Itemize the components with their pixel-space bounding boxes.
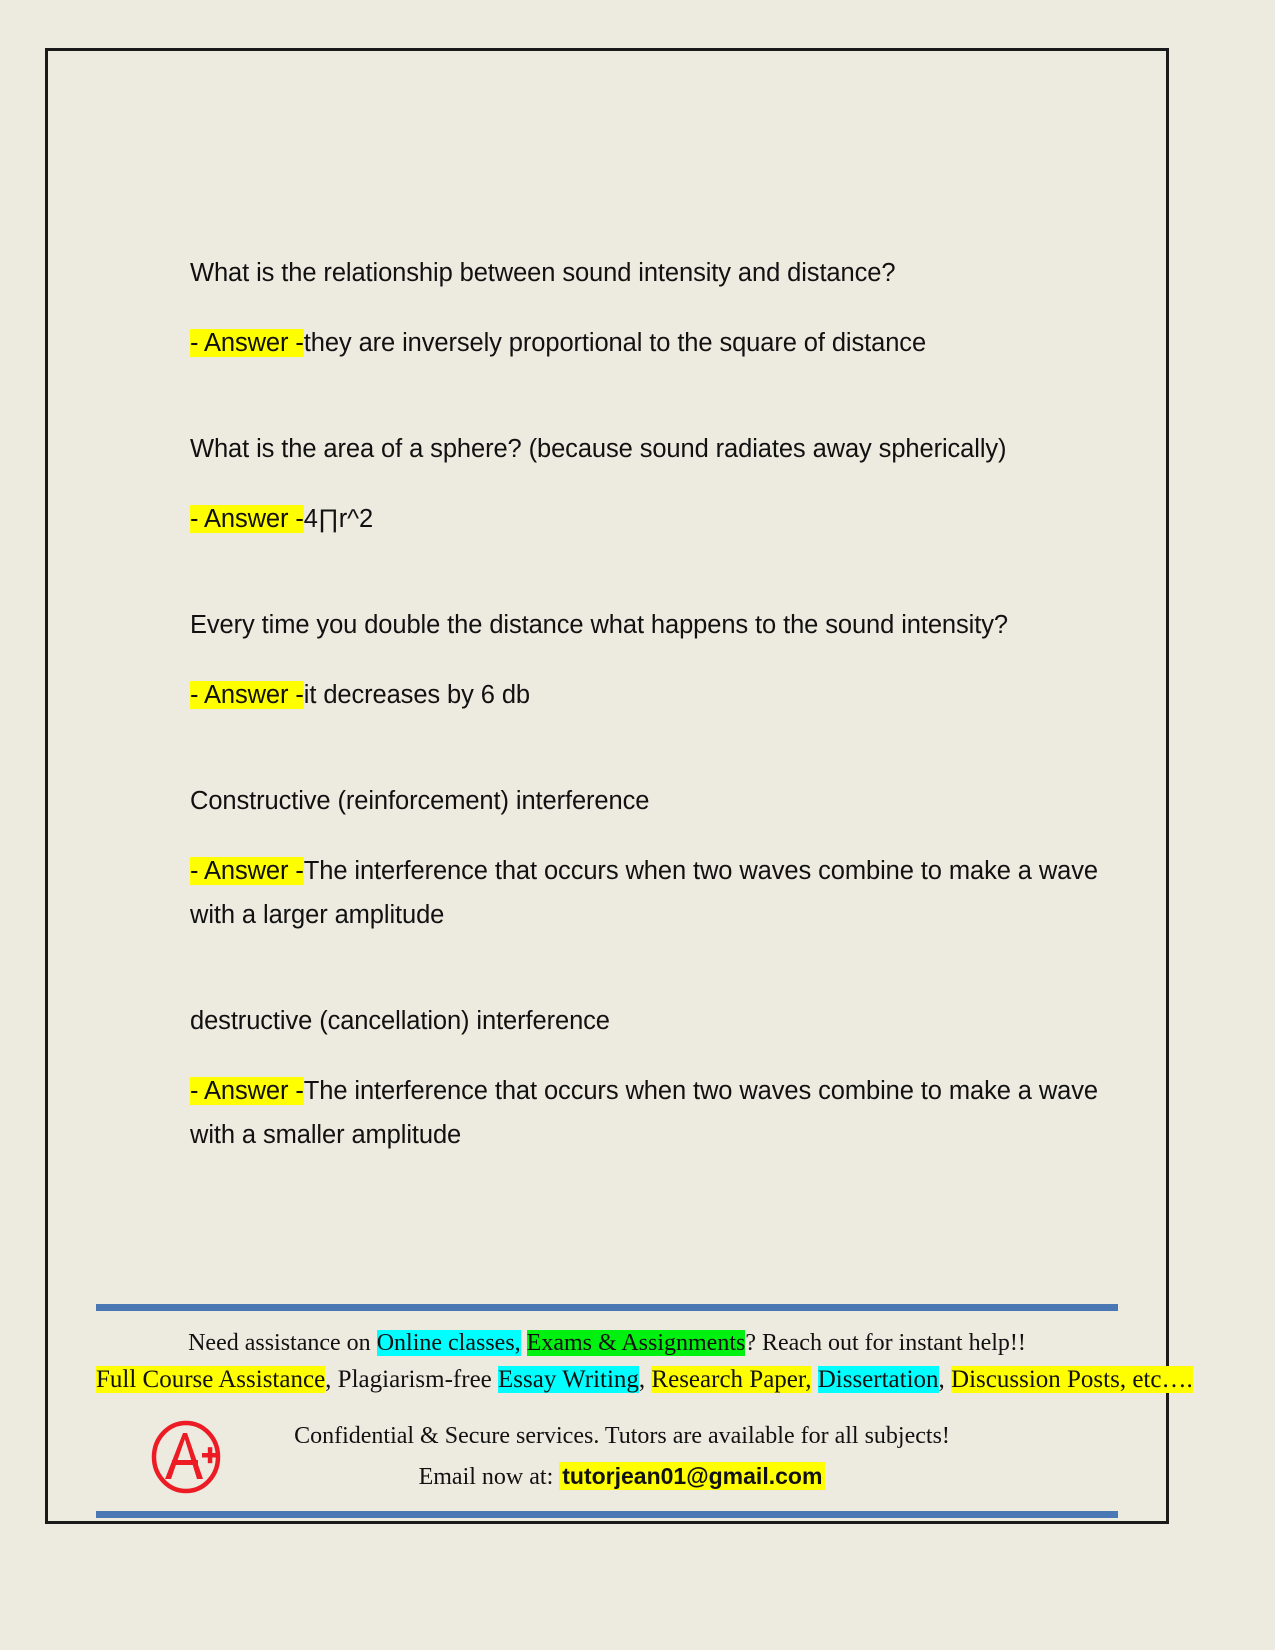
footer-services-mid-2: , bbox=[638, 1366, 652, 1393]
footer-services-mid-1: , Plagiarism-free bbox=[325, 1366, 499, 1393]
qa-block bbox=[190, 999, 1130, 1157]
qa-block bbox=[190, 779, 1130, 937]
footer-exams-assignments: Exams & Assignments bbox=[526, 1330, 746, 1356]
question-text: What is the area of a sphere? (because sound radiates away spherically) bbox=[190, 435, 1007, 463]
answer-text bbox=[190, 673, 1130, 717]
divider-top bbox=[96, 1304, 1118, 1311]
answer-body: The interference that occurs when two waves combine to make a wave with a smaller amplitude bbox=[190, 1077, 1098, 1149]
footer-research-paper: Research Paper, bbox=[651, 1366, 812, 1393]
question-text: Constructive (reinforcement) interference bbox=[190, 787, 650, 815]
footer-email-address[interactable]: tutorjean01@gmail.com bbox=[559, 1462, 825, 1490]
footer-headline-pre: Need assistance on bbox=[188, 1330, 377, 1356]
footer-services-mid-4: , bbox=[938, 1366, 952, 1393]
footer-essay-writing: Essay Writing bbox=[498, 1366, 639, 1393]
footer-discussion-posts: Discussion Posts, etc…. bbox=[951, 1366, 1193, 1393]
logo-container bbox=[96, 1417, 276, 1495]
question-text: destructive (cancellation) interference bbox=[190, 1007, 610, 1035]
answer-body: The interference that occurs when two waves combine to make a wave with a larger amplitude bbox=[190, 857, 1098, 929]
answer-body: it decreases by 6 db bbox=[303, 681, 530, 709]
footer-headline-post: ? Reach out for instant help!! bbox=[745, 1330, 1026, 1356]
answer-body: they are inversely proportional to the square of distance bbox=[303, 329, 927, 357]
footer-services-mid-3 bbox=[811, 1366, 817, 1393]
qa-block bbox=[190, 427, 1130, 541]
qa-block bbox=[190, 603, 1130, 717]
answer-marker: - Answer - bbox=[190, 329, 304, 357]
footer-online-classes: Online classes, bbox=[376, 1330, 521, 1356]
a-plus-grade-icon bbox=[147, 1417, 225, 1495]
answer-marker: - Answer - bbox=[190, 1077, 304, 1105]
qa-block bbox=[190, 251, 1130, 365]
promo-footer bbox=[96, 1304, 1193, 1518]
page-border bbox=[45, 48, 1193, 1524]
footer-headline-spacer bbox=[521, 1330, 527, 1356]
footer-contact bbox=[276, 1418, 1118, 1495]
divider-bottom bbox=[96, 1511, 1118, 1518]
footer-full-course-assistance: Full Course Assistance bbox=[96, 1366, 326, 1393]
question-text: What is the relationship between sound intensity and distance? bbox=[190, 259, 896, 287]
answer-marker: - Answer - bbox=[190, 681, 304, 709]
answer-text bbox=[190, 497, 1130, 541]
footer-confidential-text: Confidential & Secure services. Tutors are available for all subjects! bbox=[294, 1422, 950, 1449]
footer-dissertation: Dissertation bbox=[817, 1366, 939, 1393]
footer-lower-row bbox=[96, 1417, 1118, 1495]
answer-body: 4∏r^2 bbox=[303, 505, 374, 533]
footer-email-row bbox=[276, 1458, 968, 1495]
answer-text bbox=[190, 321, 1130, 365]
answer-text bbox=[190, 1069, 1130, 1157]
answer-marker: - Answer - bbox=[190, 857, 304, 885]
footer-headline bbox=[96, 1325, 1118, 1361]
answer-text bbox=[190, 849, 1130, 937]
footer-email-label: Email now at: bbox=[418, 1463, 554, 1490]
qa-content bbox=[190, 251, 1130, 1157]
footer-services bbox=[96, 1361, 1193, 1399]
answer-marker: - Answer - bbox=[190, 505, 304, 533]
question-text: Every time you double the distance what happens to the sound intensity? bbox=[190, 611, 1008, 639]
